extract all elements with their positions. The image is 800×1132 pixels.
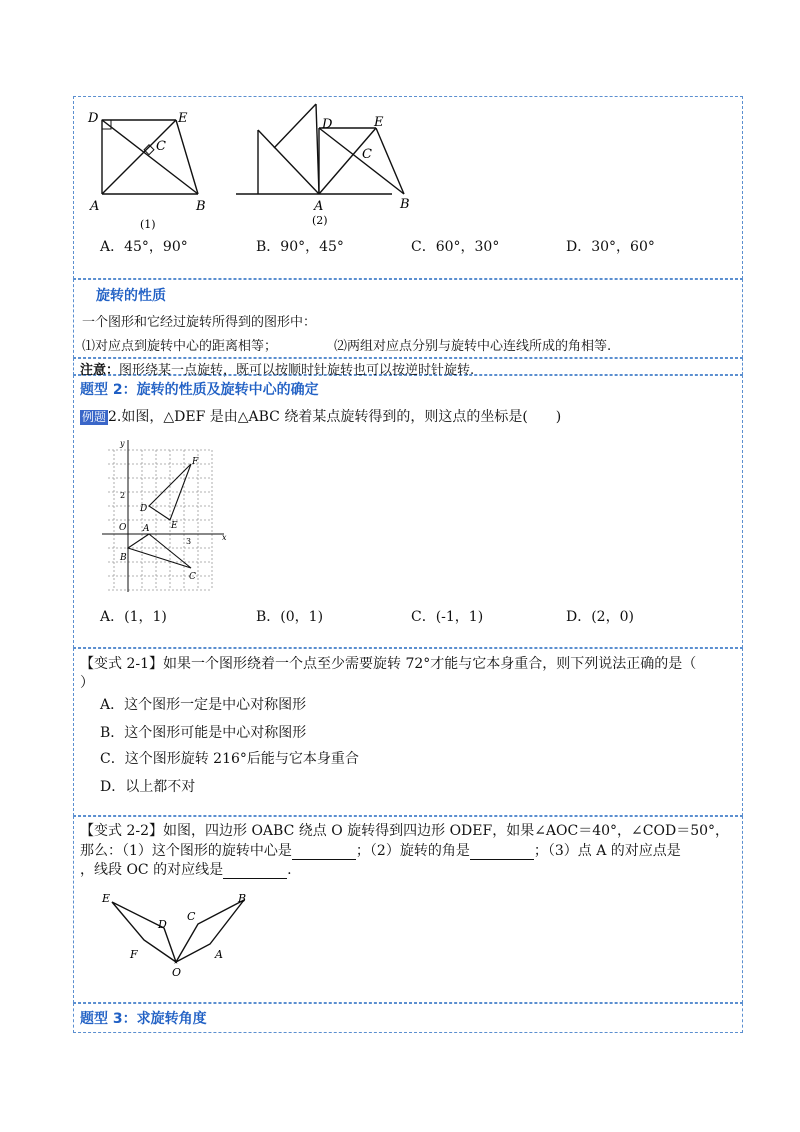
grid-lines xyxy=(108,450,212,590)
quad-label-D: D xyxy=(158,918,167,931)
type2-option-d: D．(2，0) xyxy=(566,609,634,625)
fig1-label-B: B xyxy=(196,199,206,214)
graph-label-E: E xyxy=(171,521,178,531)
type3-title: 题型 3：求旋转角度 xyxy=(80,1011,207,1027)
var22-line3-b: . xyxy=(287,862,292,878)
var21-option-b: B．这个图形可能是中心对称图形 xyxy=(100,725,307,741)
var22-line3 xyxy=(80,859,292,879)
var21-question-line2: ） xyxy=(80,675,94,691)
quad-label-A: A xyxy=(215,948,223,961)
quad-label-F: F xyxy=(130,948,138,961)
fig2-line-EC xyxy=(376,128,404,194)
type2-option-a: A．(1，1) xyxy=(100,609,167,625)
var22-line2 xyxy=(80,840,681,860)
graph-label-y: y xyxy=(120,439,125,448)
property-item-1: ⑴对应点到旋转中心的距离相等； xyxy=(82,339,278,354)
property-title: 旋转的性质 xyxy=(96,288,166,304)
fig2-label-B: B xyxy=(400,197,410,212)
graph-label-F: F xyxy=(192,457,199,467)
fig2-caption: (2) xyxy=(312,214,328,227)
fig1-label-C: C xyxy=(156,139,166,154)
graph-label-2: 2 xyxy=(120,491,126,500)
note-label: 注意： xyxy=(80,363,120,378)
graph-label-B: B xyxy=(120,553,127,563)
fig2-label-C: C xyxy=(362,147,372,162)
fig1-line-DB xyxy=(102,120,198,194)
triangle-abc xyxy=(128,534,191,568)
var21-option-a: A．这个图形一定是中心对称图形 xyxy=(100,697,307,713)
var22-line3-a: ，线段 OC 的对应线是 xyxy=(80,862,224,878)
answer-blank-3[interactable] xyxy=(223,864,287,879)
graph-label-3: 3 xyxy=(186,537,192,546)
answer-blank-1[interactable] xyxy=(292,845,356,860)
graph-label-D: D xyxy=(140,504,148,514)
graph-label-A: A xyxy=(143,524,150,534)
fig1-line-EC xyxy=(176,120,198,194)
figure-1 xyxy=(86,106,226,231)
var22-line2-b: ；（2）旋转的角是 xyxy=(355,843,470,859)
example-badge: 例题 xyxy=(82,410,107,424)
prev-option-a: A．45°，90° xyxy=(100,239,188,255)
quad-label-O: O xyxy=(172,966,182,979)
var21-question-line1: 【变式 2-1】如果一个图形绕着一个点至少需要旋转 72°才能与它本身重合，则下列说法正确的是（ xyxy=(80,656,697,672)
prev-option-d: D．30°，60° xyxy=(566,239,655,255)
coordinate-graph xyxy=(100,436,230,592)
fig1-label-E: E xyxy=(178,111,188,126)
note-text: 图形绕某一点旋转，既可以按顺时针旋转也可以按逆时针旋转. xyxy=(119,363,475,378)
quad-label-C: C xyxy=(187,910,196,923)
graph-label-x: x xyxy=(222,533,227,542)
fig2-label-A: A xyxy=(314,199,324,214)
fig2-line-3 xyxy=(274,104,316,148)
var22-line2-a: 那么：（1）这个图形的旋转中心是 xyxy=(80,843,292,859)
type2-option-c: C．(-1，1) xyxy=(411,609,484,625)
fig2-label-E: E xyxy=(374,115,384,130)
figure-2 xyxy=(232,100,422,230)
quad-odef xyxy=(112,902,176,962)
fig1-label-D: D xyxy=(88,111,99,126)
graph-label-C: C xyxy=(189,572,196,582)
quad-label-B: B xyxy=(238,892,247,905)
var21-option-c: C．这个图形旋转 216°后能与它本身重合 xyxy=(100,751,359,767)
property-item-2: ⑵两组对应点分别与旋转中心连线所成的角相等. xyxy=(334,339,612,354)
fig2-label-D: D xyxy=(322,117,333,132)
type2-question: 2.如图，△DEF 是由△ABC 绕着某点旋转得到的，则这点的坐标是( ) xyxy=(108,409,562,425)
quadrilateral-figure xyxy=(100,886,260,980)
fig1-line-AE xyxy=(102,120,176,194)
answer-blank-2[interactable] xyxy=(470,845,534,860)
graph-label-O: O xyxy=(119,523,127,533)
prev-option-c: C．60°，30° xyxy=(411,239,500,255)
type2-question-line xyxy=(80,406,561,426)
fig2-line-2 xyxy=(258,130,319,194)
quad-label-E: E xyxy=(102,892,111,905)
var21-option-d: D．以上都不对 xyxy=(100,779,196,795)
fig1-caption: (1) xyxy=(140,218,156,231)
fig1-label-A: A xyxy=(90,199,100,214)
type2-title: 题型 2：旋转的性质及旋转中心的确定 xyxy=(80,382,319,398)
type2-option-b: B．(0，1) xyxy=(256,609,324,625)
prev-option-b: B．90°，45° xyxy=(256,239,344,255)
var22-line2-c: ；（3）点 A 的对应点是 xyxy=(533,843,681,859)
var22-line1: 【变式 2-2】如图，四边形 OABC 绕点 O 旋转得到四边形 ODEF，如果∠AOC＝40°，∠COD＝50°， xyxy=(80,823,730,839)
property-intro: 一个图形和它经过旋转所得到的图形中： xyxy=(82,315,317,330)
